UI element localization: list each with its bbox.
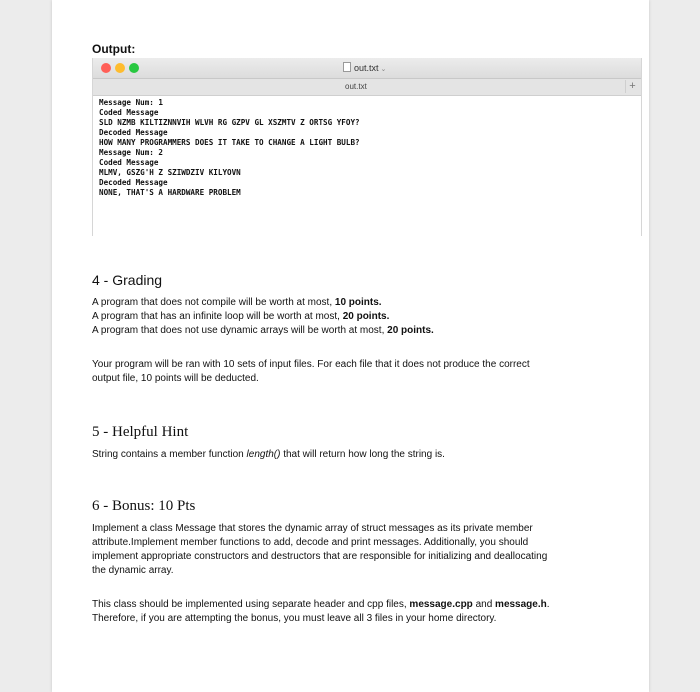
paragraph-line: Implement a class Message that stores the dynamic array of struct messages as its private member [92,523,533,534]
terminal-line: MLMV, GSZG'H Z SZIWDZIV KILYOVN [99,168,241,177]
terminal-line: Coded Message [99,158,159,167]
rule-points: 20 points. [387,325,434,336]
terminal-line: HOW MANY PROGRAMMERS DOES IT TAKE TO CHANGE A LIGHT BULB? [99,138,360,147]
bonus-paragraph-1 [92,522,547,578]
paragraph-line: Your program will be ran with 10 sets of input files. For each file that it does not produce the correct [92,359,530,370]
terminal-line: SLD NZMB KILTIZNNVIH WLVH RG GZPV GL XSZMTV Z ORTSG YFOY? [99,118,360,127]
rule-points: 20 points. [342,311,390,322]
hint-text: that will return how long the string is. [280,449,445,460]
bonus-text: . [546,599,550,610]
tab-bar [93,79,641,96]
terminal-line: Message Num: 2 [99,148,164,157]
hint-heading: 5 - Helpful Hint [92,424,189,440]
terminal-line: Coded Message [99,108,159,117]
terminal-window [92,58,642,236]
rule-text: A program that does not compile will be worth at most, [92,297,335,308]
paragraph-line: Therefore, if you are attempting the bonus, you must leave all 3 files in your home directory. [92,613,497,624]
hint-function-name: length() [246,449,281,460]
bonus-text: and [472,599,496,610]
terminal-output [99,98,635,198]
bonus-heading: 6 - Bonus: 10 Pts [92,498,196,514]
rule-text: A program that does not use dynamic arrays will be worth at most, [92,325,388,336]
paragraph-line: implement appropriate constructors and destructors that are responsible for initializing and deallocating [92,551,548,562]
new-tab-button[interactable]: + [625,80,639,93]
document-page [52,0,649,692]
paragraph-line [92,598,550,612]
grading-rule-dynamic-arrays [92,324,434,338]
grading-heading: 4 - Grading [92,272,163,288]
filename-cpp: message.cpp [409,599,473,610]
filename-h: message.h [495,599,547,610]
terminal-line: Decoded Message [99,178,168,187]
grading-paragraph [92,358,530,386]
window-title[interactable] [343,62,386,73]
window-titlebar [93,58,641,79]
grading-rules [92,296,434,338]
rule-text: A program that has an infinite loop will be worth at most, [92,311,343,322]
chevron-down-icon: ⌄ [380,66,387,73]
terminal-line: Decoded Message [99,128,168,137]
paragraph-line: output file, 10 points will be deducted. [92,373,259,384]
paragraph-line: attribute.Implement member functions to add, decode and print messages. Additionally, you should [92,537,529,548]
close-button[interactable] [101,63,111,73]
zoom-button[interactable] [129,63,139,73]
terminal-line: Message Num: 1 [99,98,164,107]
terminal-line: NONE, THAT'S A HARDWARE PROBLEM [99,188,241,197]
hint-paragraph [92,448,445,462]
tab-out-txt[interactable]: out.txt [345,82,367,91]
grading-rule-infinite-loop [92,310,434,324]
bonus-paragraph-2 [92,598,550,626]
window-title-text: out.txt [354,63,379,73]
minimize-button[interactable] [115,63,125,73]
file-icon [343,62,351,72]
bonus-text: This class should be implemented using separate header and cpp files, [92,599,410,610]
hint-text: String contains a member function [92,449,247,460]
paragraph-line: the dynamic array. [92,565,174,576]
rule-points: 10 points. [334,297,382,308]
output-label: Output: [92,42,136,56]
grading-rule-compile [92,296,434,310]
